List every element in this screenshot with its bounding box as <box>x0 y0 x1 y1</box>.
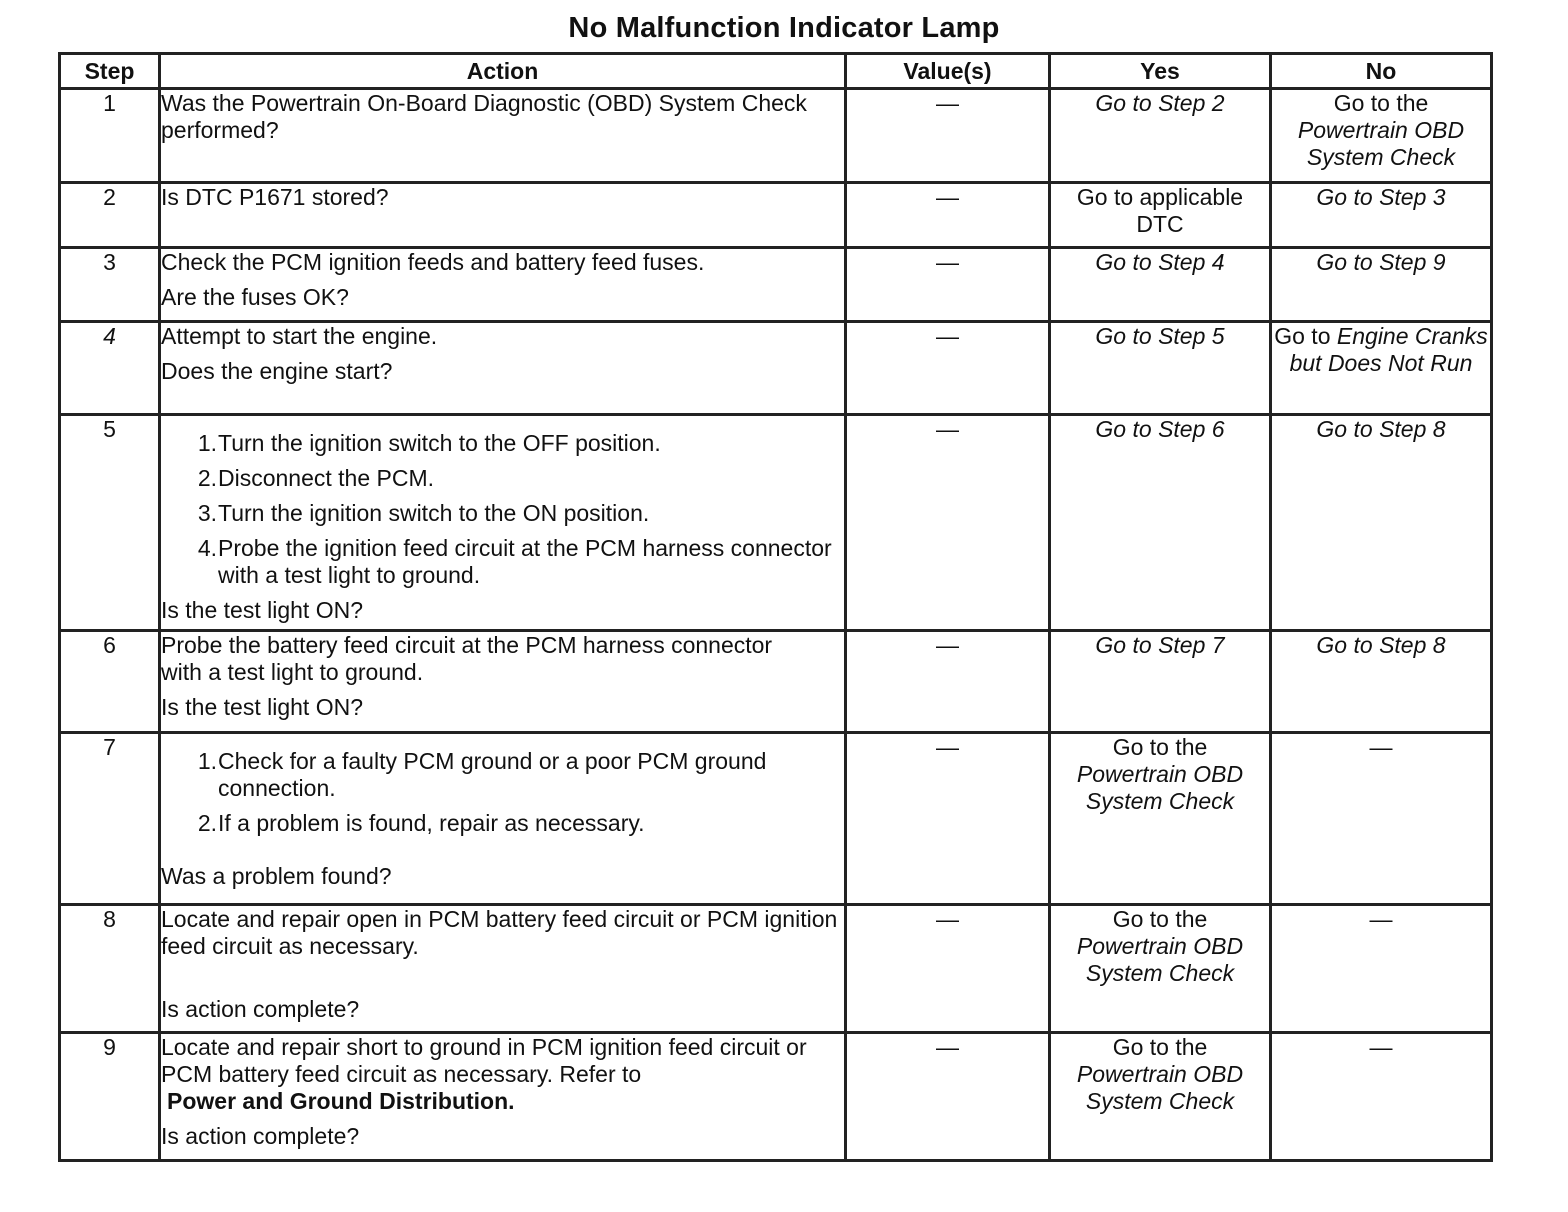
yes-link[interactable]: Go to Step 6 <box>1095 416 1225 442</box>
no-link[interactable]: Go to Step 8 <box>1316 416 1446 442</box>
table-row <box>60 631 1492 733</box>
action-text: Is DTC P1671 stored? <box>161 184 389 210</box>
header-no: No <box>1271 54 1492 89</box>
action-question: Are the fuses OK? <box>161 284 349 310</box>
action-cell <box>160 248 846 322</box>
yes-link[interactable]: Powertrain OBD System Check <box>1076 933 1244 986</box>
no-cell <box>1271 1033 1492 1161</box>
yes-cell <box>1050 322 1271 415</box>
action-cell <box>160 89 846 183</box>
action-cell <box>160 322 846 415</box>
list-item <box>161 748 844 802</box>
step-number: 3 <box>60 248 160 322</box>
table-row <box>60 905 1492 1033</box>
yes-link[interactable]: Powertrain OBD System Check <box>1076 1061 1244 1114</box>
no-dash: — <box>1369 1034 1393 1060</box>
yes-cell <box>1050 905 1271 1033</box>
table-row <box>60 1033 1492 1161</box>
no-link[interactable]: Go to Step 3 <box>1316 184 1446 210</box>
no-link[interactable]: Powertrain OBD System Check <box>1297 117 1465 170</box>
value-dash: — <box>936 1034 959 1060</box>
substep-text: Turn the ignition switch to the OFF position. <box>218 430 661 456</box>
action-cell <box>160 631 846 733</box>
no-link[interactable]: Go to Step 9 <box>1316 249 1446 275</box>
table-row <box>60 183 1492 248</box>
no-cell <box>1271 415 1492 631</box>
value-dash: — <box>936 632 959 658</box>
list-item <box>161 810 844 837</box>
yes-cell <box>1050 89 1271 183</box>
value-cell <box>846 248 1050 322</box>
header-step: Step <box>60 54 160 89</box>
action-text-body: Locate and repair short to ground in PCM ignition feed circuit or PCM battery feed circuit as necessary. Refer to <box>161 1034 807 1087</box>
substep-number: 3. <box>197 500 217 526</box>
action-question: Is action complete? <box>161 996 360 1022</box>
header-action: Action <box>160 54 846 89</box>
no-link[interactable]: Go to Step 8 <box>1316 632 1446 658</box>
step-number: 5 <box>60 415 160 631</box>
yes-cell <box>1050 415 1271 631</box>
page-title: No Malfunction Indicator Lamp <box>568 12 1000 44</box>
action-question: Was a problem found? <box>161 863 392 889</box>
substep-number: 1. <box>197 430 217 456</box>
yes-text[interactable]: Go to applicable DTC <box>1076 184 1244 237</box>
no-cell <box>1271 89 1492 183</box>
yes-text-prefix: Go to the <box>1112 734 1208 760</box>
yes-link[interactable]: Go to Step 5 <box>1095 323 1225 349</box>
action-text: Check the PCM ignition feeds and battery feed fuses. <box>161 249 705 275</box>
substep-text: Disconnect the PCM. <box>218 465 435 491</box>
substep-number: 2. <box>197 810 217 836</box>
value-cell <box>846 322 1050 415</box>
table-row <box>60 248 1492 322</box>
step-number: 4 <box>60 322 160 415</box>
no-cell <box>1271 183 1492 248</box>
no-dash: — <box>1369 906 1393 932</box>
yes-text-prefix: Go to the <box>1112 1034 1208 1060</box>
value-dash: — <box>936 906 959 932</box>
substep-number: 4. <box>197 535 217 561</box>
table-row <box>60 733 1492 905</box>
substep-text: Turn the ignition switch to the ON position. <box>218 500 650 526</box>
list-item <box>161 465 844 492</box>
step-number: 8 <box>60 905 160 1033</box>
action-text: Was the Powertrain On-Board Diagnostic (OBD) System Check performed? <box>161 90 807 143</box>
yes-cell <box>1050 1033 1271 1161</box>
no-cell <box>1271 248 1492 322</box>
step-number: 2 <box>60 183 160 248</box>
table-header-row <box>60 54 1492 89</box>
yes-cell <box>1050 183 1271 248</box>
substep-text: Check for a faulty PCM ground or a poor PCM ground connection. <box>218 748 767 801</box>
value-dash: — <box>936 184 959 210</box>
step-number: 6 <box>60 631 160 733</box>
no-link[interactable]: Engine Cranks but Does Not Run <box>1289 323 1488 376</box>
action-text: Probe the battery feed circuit at the PCM harness connector with a test light to ground. <box>161 632 773 685</box>
value-cell <box>846 183 1050 248</box>
action-text <box>161 1034 844 1115</box>
action-question: Is action complete? <box>161 1123 360 1149</box>
substep-text: Probe the ignition feed circuit at the PCM harness connector with a test light to ground. <box>218 535 832 588</box>
step-number: 9 <box>60 1033 160 1161</box>
table-row <box>60 89 1492 183</box>
no-dash: — <box>1369 734 1393 760</box>
action-text: Locate and repair open in PCM battery feed circuit or PCM ignition feed circuit as necessary. <box>161 906 838 959</box>
substep-list <box>161 748 844 837</box>
value-cell <box>846 415 1050 631</box>
table-row <box>60 415 1492 631</box>
action-cell <box>160 1033 846 1161</box>
substep-list <box>161 430 844 589</box>
value-dash: — <box>936 249 959 275</box>
value-dash: — <box>936 416 959 442</box>
no-cell <box>1271 733 1492 905</box>
list-item <box>161 430 844 457</box>
action-cell <box>160 183 846 248</box>
action-question: Is the test light ON? <box>161 694 363 720</box>
no-text-prefix: Go to <box>1274 323 1331 349</box>
reference-link[interactable]: Power and Ground Distribution. <box>167 1088 515 1114</box>
substep-number: 1. <box>197 748 217 774</box>
table-row <box>60 322 1492 415</box>
yes-cell <box>1050 631 1271 733</box>
action-question: Is the test light ON? <box>161 597 363 623</box>
yes-link[interactable]: Powertrain OBD System Check <box>1076 761 1244 814</box>
value-cell <box>846 1033 1050 1161</box>
yes-cell <box>1050 248 1271 322</box>
action-cell <box>160 905 846 1033</box>
step-number: 7 <box>60 733 160 905</box>
step-number: 1 <box>60 89 160 183</box>
substep-number: 2. <box>197 465 217 491</box>
yes-text-prefix: Go to the <box>1112 906 1208 932</box>
no-cell <box>1271 322 1492 415</box>
substep-text: If a problem is found, repair as necessary. <box>218 810 645 836</box>
yes-link[interactable]: Go to Step 2 <box>1095 90 1225 116</box>
value-dash: — <box>936 323 959 349</box>
value-dash: — <box>936 90 959 116</box>
header-values: Value(s) <box>846 54 1050 89</box>
value-cell <box>846 905 1050 1033</box>
value-cell <box>846 733 1050 905</box>
no-text-prefix: Go to the <box>1333 90 1429 116</box>
list-item <box>161 535 844 589</box>
yes-link[interactable]: Go to Step 4 <box>1095 249 1225 275</box>
action-cell <box>160 733 846 905</box>
value-cell <box>846 631 1050 733</box>
yes-link[interactable]: Go to Step 7 <box>1095 632 1225 658</box>
action-text: Attempt to start the engine. <box>161 323 438 349</box>
value-cell <box>846 89 1050 183</box>
action-question: Does the engine start? <box>161 358 393 384</box>
no-cell <box>1271 905 1492 1033</box>
action-cell <box>160 415 846 631</box>
value-dash: — <box>936 734 959 760</box>
header-yes: Yes <box>1050 54 1271 89</box>
diagnostic-table <box>58 52 1493 1162</box>
list-item <box>161 500 844 527</box>
yes-cell <box>1050 733 1271 905</box>
no-cell <box>1271 631 1492 733</box>
